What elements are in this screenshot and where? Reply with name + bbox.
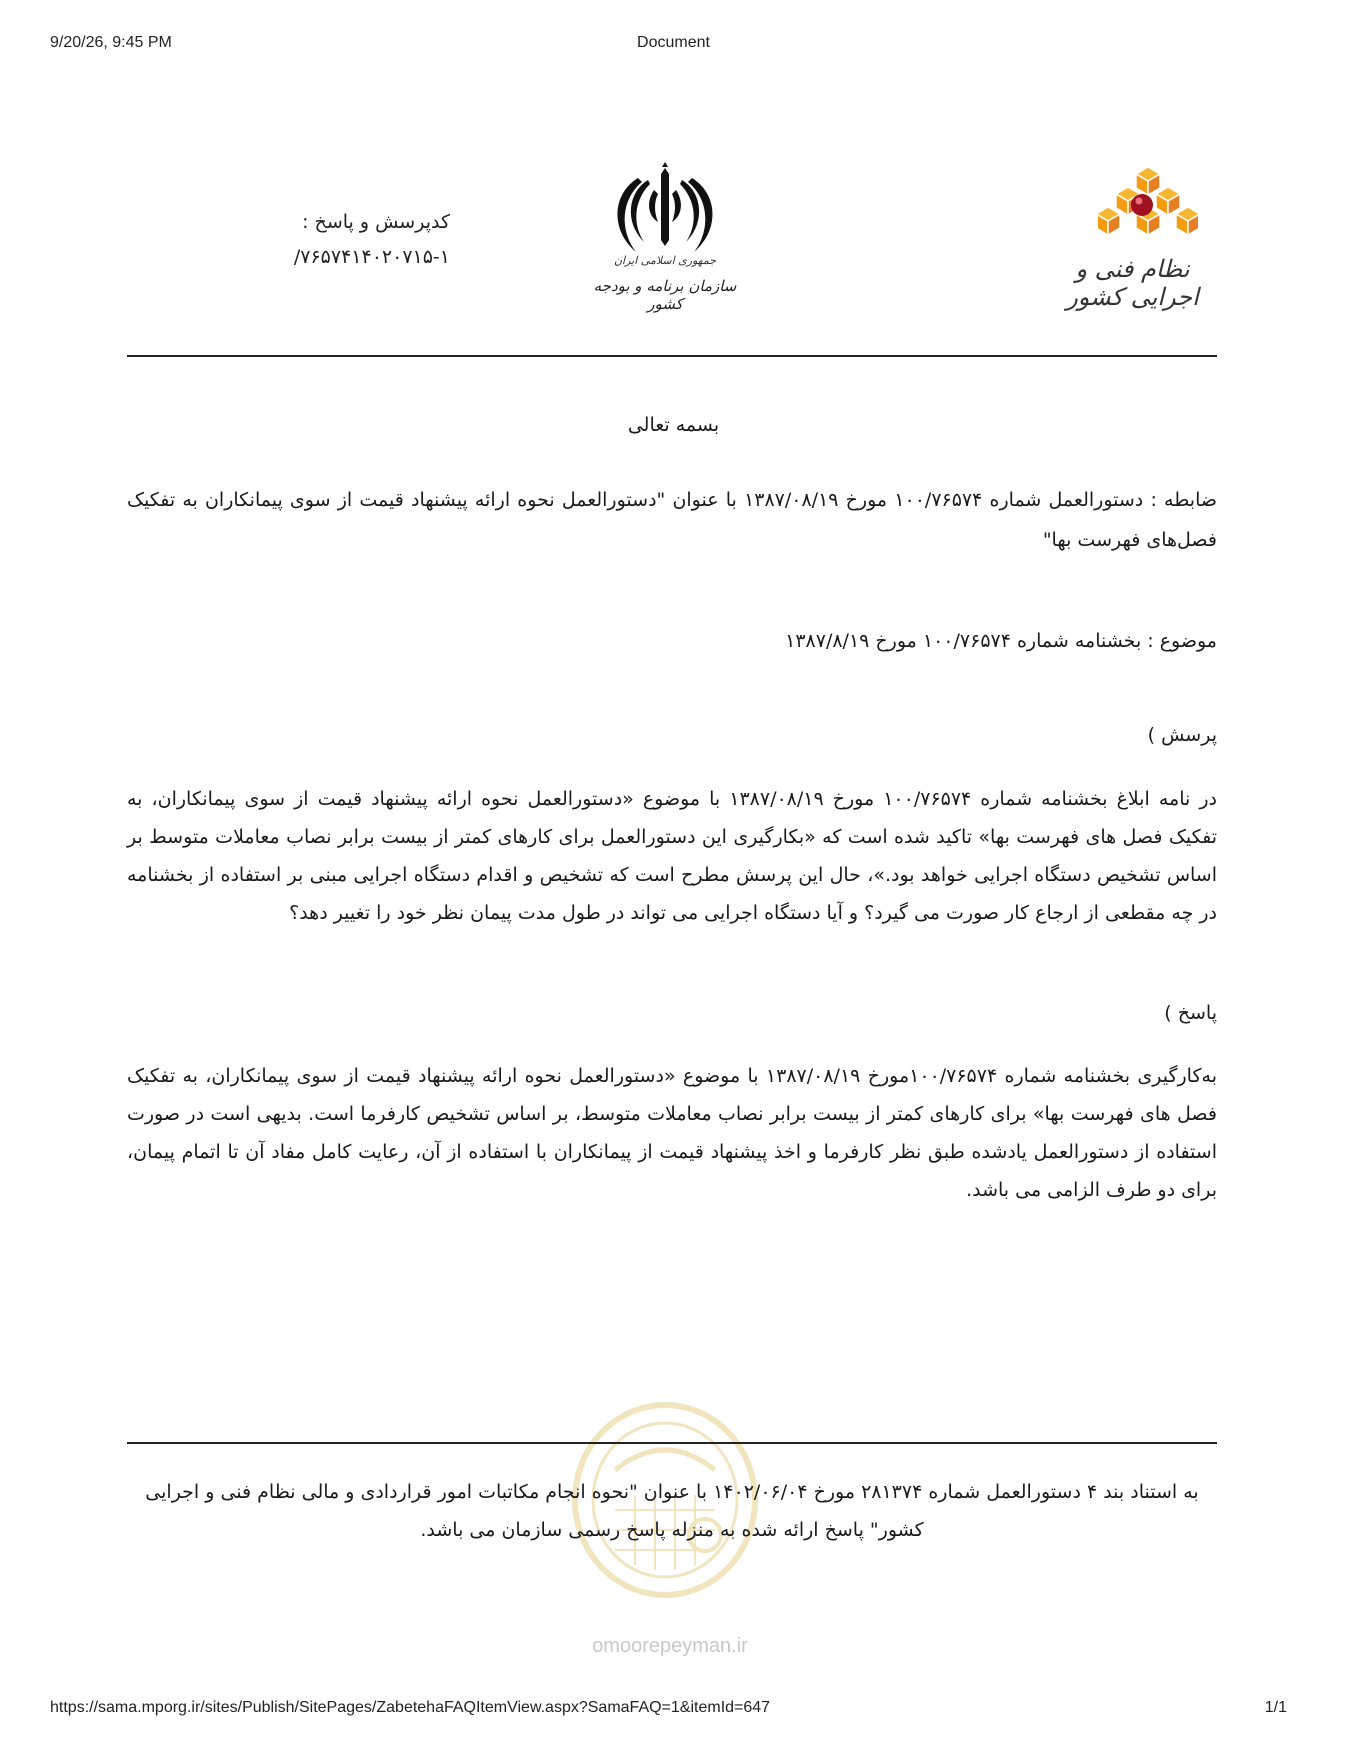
print-title: Document bbox=[637, 34, 710, 51]
print-page-number: 1/1 bbox=[1264, 1699, 1287, 1716]
emblem-caption-line1: جمهوری اسلامی ایران bbox=[613, 254, 717, 267]
official-response-note: به استناد بند ۴ دستورالعمل شماره ۲۸۱۳۷۴ مورخ ۱۴۰۲/۰۶/۰۴ با عنوان "نحوه انجام مکاتبات امور قراردادی و مالی نظام فنی و اجرایی کشور" پاسخ ارائه شده به منزله پاسخ رسمی سازمان می باشد. bbox=[145, 1481, 1199, 1541]
subject-line: موضوع : بخشنامه شماره ۱۰۰/۷۶۵۷۴ مورخ ۱۳۸۷/۸/۱۹ bbox=[785, 630, 1217, 652]
cube-stack-icon bbox=[1098, 165, 1198, 255]
watermark-url: omoorepeyman.ir bbox=[592, 1635, 748, 1657]
question-code-value: ۷۶۵۷۴۱۴۰۲۰۷۱۵-۱/ bbox=[293, 246, 450, 268]
question-body: در نامه ابلاغ بخشنامه شماره ۱۰۰/۷۶۵۷۴ مورخ ۱۳۸۷/۰۸/۱۹ با موضوع «دستورالعمل نحوه ارائه پیشنهاد قیمت از سوی پیمانکاران، به تفکیک فصل های فهرست بها» تاکید شده است که «بکارگیری این دستورالعمل برای کارهای کمتر از بیست برابر نصاب معاملات متوسط بر اساس تشخیص دستگاه اجرایی خواهد بود.»، حال این پرسش مطرح است که تشخیص و اقدام دستگاه اجرایی مبنی بر استفاده از بخشنامه در چه مقطعی از ارجاع کار صورت می گیرد؟ و آیا دستگاه اجرایی می تواند در طول مدت پیمان نظر خود را تغییر دهد؟ bbox=[127, 788, 1217, 924]
answer-body: به‌کارگیری بخشنامه شماره ۱۰۰/۷۶۵۷۴مورخ ۱۳۸۷/۰۸/۱۹ با موضوع «دستورالعمل نحوه ارائه پیشنهاد قیمت از سوی پیمانکاران، به تفکیک فصل های فهرست بها» برای کارهای کمتر از بیست برابر نصاب معاملات متوسط، بر اساس تشخیص کارفرما است. بدیهی است در صورت استفاده از دستورالعمل یادشده طبق نظر کارفرما و اخذ پیشنهاد قیمت از پیمانکاران با استفاده از آن، رعایت کامل مفاد آن تا اتمام پیمان، برای دو طرف الزامی می باشد. bbox=[127, 1065, 1217, 1201]
print-timestamp: 9/20/26, 9:45 PM bbox=[50, 34, 172, 51]
question-code-label: کدپرسش و پاسخ : bbox=[302, 211, 450, 233]
emblem-caption-line2: سازمان برنامه و بودجه کشور bbox=[593, 277, 737, 313]
logo-caption: نظام فنی و اجرایی کشور bbox=[1066, 255, 1199, 311]
bismillah-heading: بسمه تعالی bbox=[627, 414, 720, 436]
print-url: https://sama.mporg.ir/sites/Publish/SitePages/ZabetehaFAQItemView.aspx?SamaFAQ=1&itemId=647 bbox=[50, 1699, 771, 1716]
question-code-block bbox=[210, 205, 450, 275]
regulation-reference: ضابطه : دستورالعمل شماره ۱۰۰/۷۶۵۷۴ مورخ ۱۳۸۷/۰۸/۱۹ با عنوان "دستورالعمل نحوه ارائه پیشنهاد قیمت از سوی پیمانکاران به تفکیک فصل‌های فهرست بها" bbox=[127, 489, 1218, 551]
answer-heading: پاسخ ) bbox=[1164, 1002, 1217, 1024]
letterhead-divider bbox=[127, 355, 1217, 357]
question-heading: پرسش ) bbox=[1147, 724, 1217, 746]
footer-divider bbox=[127, 1442, 1217, 1444]
